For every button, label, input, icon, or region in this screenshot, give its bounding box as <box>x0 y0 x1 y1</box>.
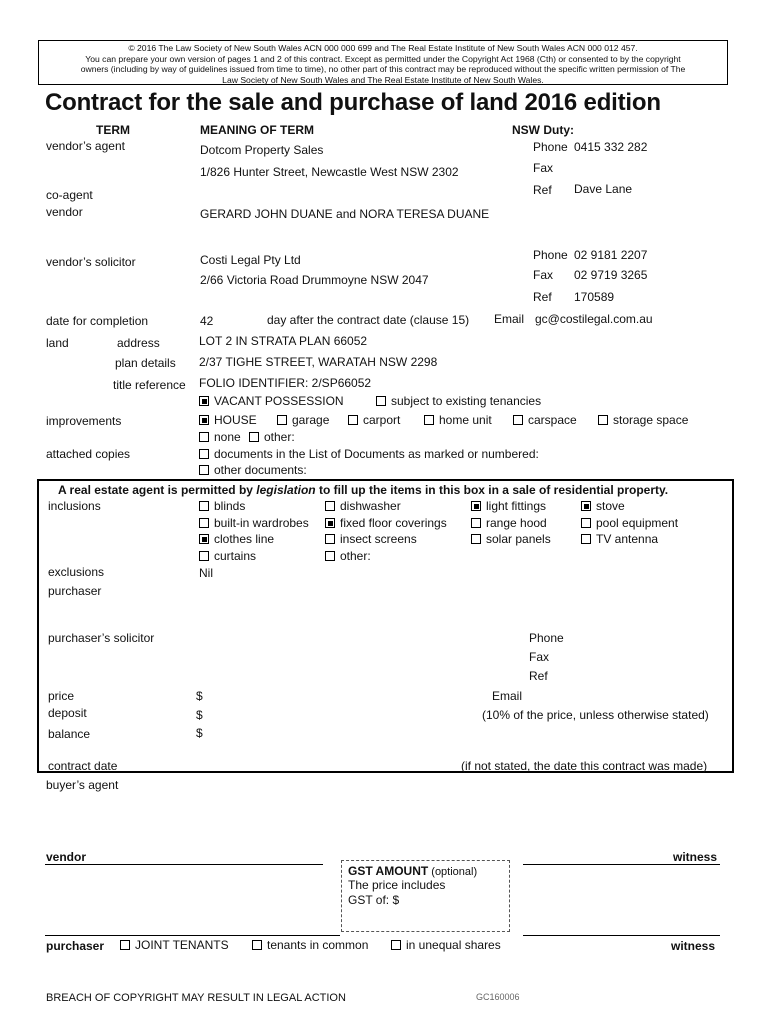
solicitor-address: 2/66 Victoria Road Drummoyne NSW 2047 <box>200 273 429 287</box>
checkbox-icon[interactable] <box>277 415 287 425</box>
attached-other-option[interactable]: other documents: <box>199 463 307 477</box>
checkbox-icon[interactable] <box>376 396 386 406</box>
vendor-witness-line <box>523 864 720 865</box>
inclusion-wardrobes[interactable]: built-in wardrobes <box>199 516 309 530</box>
meaning-header: MEANING OF TERM <box>200 123 314 137</box>
checkbox-checked-icon[interactable] <box>471 501 481 511</box>
solicitor-fax-label: Fax <box>533 268 554 282</box>
checkbox-icon[interactable] <box>598 415 608 425</box>
gst-line-2: GST of: $ <box>348 893 400 907</box>
gst-line-1: The price includes <box>348 878 446 892</box>
checkbox-icon[interactable] <box>471 534 481 544</box>
copyright-notice <box>38 40 728 85</box>
purchasers-solicitor-label: purchaser’s solicitor <box>48 631 155 645</box>
inclusion-insect-screens[interactable]: insect screens <box>325 532 417 546</box>
deposit-dollar: $ <box>196 708 203 722</box>
checkbox-icon[interactable] <box>249 432 259 442</box>
improvement-other[interactable]: other: <box>249 430 295 444</box>
inclusion-floor-coverings[interactable]: fixed floor coverings <box>325 516 447 530</box>
checkbox-icon[interactable] <box>199 551 209 561</box>
checkbox-icon[interactable] <box>325 501 335 511</box>
purchaser-label: purchaser <box>48 584 102 598</box>
checkbox-icon[interactable] <box>581 518 591 528</box>
balance-dollar: $ <box>196 726 203 740</box>
inclusion-pool[interactable]: pool equipment <box>581 516 678 530</box>
deposit-label: deposit <box>48 706 87 720</box>
agent-phone: 0415 332 282 <box>574 140 648 154</box>
balance-label: balance <box>48 727 91 741</box>
solicitor-fax: 02 9719 3265 <box>574 268 648 282</box>
vendors-agent-address: 1/826 Hunter Street, Newcastle West NSW 2302 <box>200 165 459 179</box>
purchaser-witness-label: witness <box>671 939 716 953</box>
existing-tenancies-option[interactable]: subject to existing tenancies <box>376 394 541 408</box>
agent-phone-label: Phone <box>533 140 568 154</box>
inclusion-stove[interactable]: stove <box>581 499 625 513</box>
plan-details-label: plan details <box>115 356 176 370</box>
vendor-names: GERARD JOHN DUANE and NORA TERESA DUANE <box>200 207 490 221</box>
unequal-shares-option[interactable]: in unequal shares <box>391 938 501 952</box>
agent-ref: Dave Lane <box>574 182 633 196</box>
solicitor-name: Costi Legal Pty Ltd <box>200 253 301 267</box>
checkbox-icon[interactable] <box>199 432 209 442</box>
agent-fax-label: Fax <box>533 161 554 175</box>
inclusion-tv-antenna[interactable]: TV antenna <box>581 532 658 546</box>
co-agent-label: co-agent <box>46 188 93 202</box>
attached-documents-option[interactable]: documents in the List of Documents as marked or numbered: <box>199 447 539 461</box>
checkbox-icon[interactable] <box>120 940 130 950</box>
inclusion-curtains[interactable]: curtains <box>199 549 256 563</box>
completion-label: date for completion <box>46 314 149 328</box>
agent-ref-label: Ref <box>533 183 552 197</box>
price-dollar: $ <box>196 689 203 703</box>
improvement-home-unit[interactable]: home unit <box>424 413 492 427</box>
purchaser-fax-label: Fax <box>529 650 550 664</box>
purchaser-email-label: Email <box>492 689 523 703</box>
land-address: LOT 2 IN STRATA PLAN 66052 <box>199 334 368 348</box>
improvement-carspace[interactable]: carspace <box>513 413 577 427</box>
vendor-label: vendor <box>46 205 83 219</box>
inclusion-blinds[interactable]: blinds <box>199 499 245 513</box>
purchaser-signature-line <box>45 935 340 936</box>
term-header: TERM <box>96 123 130 137</box>
purchaser-signature-label: purchaser <box>46 939 105 953</box>
inclusion-dishwasher[interactable]: dishwasher <box>325 499 401 513</box>
improvements-label: improvements <box>46 414 122 428</box>
improvement-none[interactable]: none <box>199 430 241 444</box>
vendors-agent-label: vendor’s agent <box>46 139 125 153</box>
plan-details: 2/37 TIGHE STREET, WARATAH NSW 2298 <box>199 355 438 369</box>
checkbox-icon[interactable] <box>471 518 481 528</box>
checkbox-icon[interactable] <box>581 534 591 544</box>
checkbox-checked-icon[interactable] <box>325 518 335 528</box>
agent-box-heading: A real estate agent is permitted by legislation to fill up the items in this box in a sale of residential property. <box>58 483 669 497</box>
vendor-signature-line <box>45 864 323 865</box>
copyright-line: owners (including by way of guidelines issued from time to time), no other part of this contract may be reproduced without the specific written permission of The <box>80 64 686 75</box>
checkbox-icon[interactable] <box>199 449 209 459</box>
copyright-line: Law Society of New South Wales and The Real Estate Institute of New South Wales. <box>222 74 544 85</box>
checkbox-icon[interactable] <box>199 501 209 511</box>
inclusion-clothes-line[interactable]: clothes line <box>199 532 274 546</box>
title-reference: FOLIO IDENTIFIER: 2/SP66052 <box>199 376 372 390</box>
checkbox-icon[interactable] <box>325 551 335 561</box>
checkbox-checked-icon[interactable] <box>199 415 209 425</box>
exclusions-value: Nil <box>199 566 213 580</box>
copyright-line: © 2016 The Law Society of New South Wales ACN 000 000 699 and The Real Estate Institute of New South Wales ACN 000 012 457. <box>128 43 638 53</box>
vendors-solicitor-label: vendor’s solicitor <box>46 255 136 269</box>
title-reference-label: title reference <box>113 378 186 392</box>
improvement-house[interactable]: HOUSE <box>199 413 257 427</box>
solicitor-ref-label: Ref <box>533 290 552 304</box>
inclusion-light-fittings[interactable]: light fittings <box>471 499 546 513</box>
gst-title: GST AMOUNT (optional) <box>348 864 478 878</box>
checkbox-icon[interactable] <box>391 940 401 950</box>
deposit-note: (10% of the price, unless otherwise stated) <box>482 708 709 722</box>
vendor-witness-label: witness <box>673 850 718 864</box>
footer-warning: BREACH OF COPYRIGHT MAY RESULT IN LEGAL ACTION <box>46 992 346 1004</box>
solicitor-phone-label: Phone <box>533 248 568 262</box>
attached-copies-label: attached copies <box>46 447 131 461</box>
solicitor-email-label: Email <box>494 312 525 326</box>
price-label: price <box>48 689 75 703</box>
checkbox-icon[interactable] <box>199 518 209 528</box>
exclusions-label: exclusions <box>48 565 105 579</box>
improvement-storage[interactable]: storage space <box>598 413 688 427</box>
checkbox-checked-icon[interactable] <box>199 396 209 406</box>
page-title: Contract for the sale and purchase of land 2016 edition <box>45 89 661 116</box>
checkbox-icon[interactable] <box>252 940 262 950</box>
buyers-agent-label: buyer’s agent <box>46 778 119 792</box>
solicitor-email: gc@costilegal.com.au <box>535 312 653 326</box>
checkbox-checked-icon[interactable] <box>199 534 209 544</box>
tenants-in-common-option[interactable]: tenants in common <box>252 938 368 952</box>
improvement-garage[interactable]: garage <box>277 413 329 427</box>
vendor-signature-label: vendor <box>46 850 87 864</box>
purchaser-ref-label: Ref <box>529 669 548 683</box>
vendors-agent-name: Dotcom Property Sales <box>200 143 324 157</box>
completion-days: 42 <box>200 314 214 328</box>
inclusions-label: inclusions <box>48 499 101 513</box>
solicitor-phone: 02 9181 2207 <box>574 248 648 262</box>
improvement-carport[interactable]: carport <box>348 413 400 427</box>
contract-date-note: (if not stated, the date this contract was made) <box>461 759 708 773</box>
purchaser-witness-line <box>523 935 720 936</box>
contract-date-label: contract date <box>48 759 118 773</box>
checkbox-icon[interactable] <box>325 534 335 544</box>
copyright-line: You can prepare your own version of pages 1 and 2 of this contract. Except as permitted under the Copyright Act 1968 (Cth) or consented to by the copyright <box>85 53 681 64</box>
inclusion-range-hood[interactable]: range hood <box>471 516 547 530</box>
completion-text: day after the contract date (clause 15) <box>267 313 470 327</box>
nsw-duty-header: NSW Duty: <box>512 123 574 137</box>
joint-tenants-option[interactable]: JOINT TENANTS <box>120 938 229 952</box>
inclusion-other[interactable]: other: <box>325 549 371 563</box>
checkbox-checked-icon[interactable] <box>581 501 591 511</box>
checkbox-icon[interactable] <box>424 415 434 425</box>
inclusion-solar-panels[interactable]: solar panels <box>471 532 551 546</box>
address-label: address <box>117 336 160 350</box>
purchaser-phone-label: Phone <box>529 631 564 645</box>
solicitor-ref: 170589 <box>574 290 615 304</box>
form-code: GC160006 <box>476 992 520 1002</box>
checkbox-icon[interactable] <box>199 465 209 475</box>
land-label: land <box>46 336 69 350</box>
vacant-possession-option[interactable]: VACANT POSSESSION <box>199 394 344 408</box>
checkbox-icon[interactable] <box>513 415 523 425</box>
checkbox-icon[interactable] <box>348 415 358 425</box>
